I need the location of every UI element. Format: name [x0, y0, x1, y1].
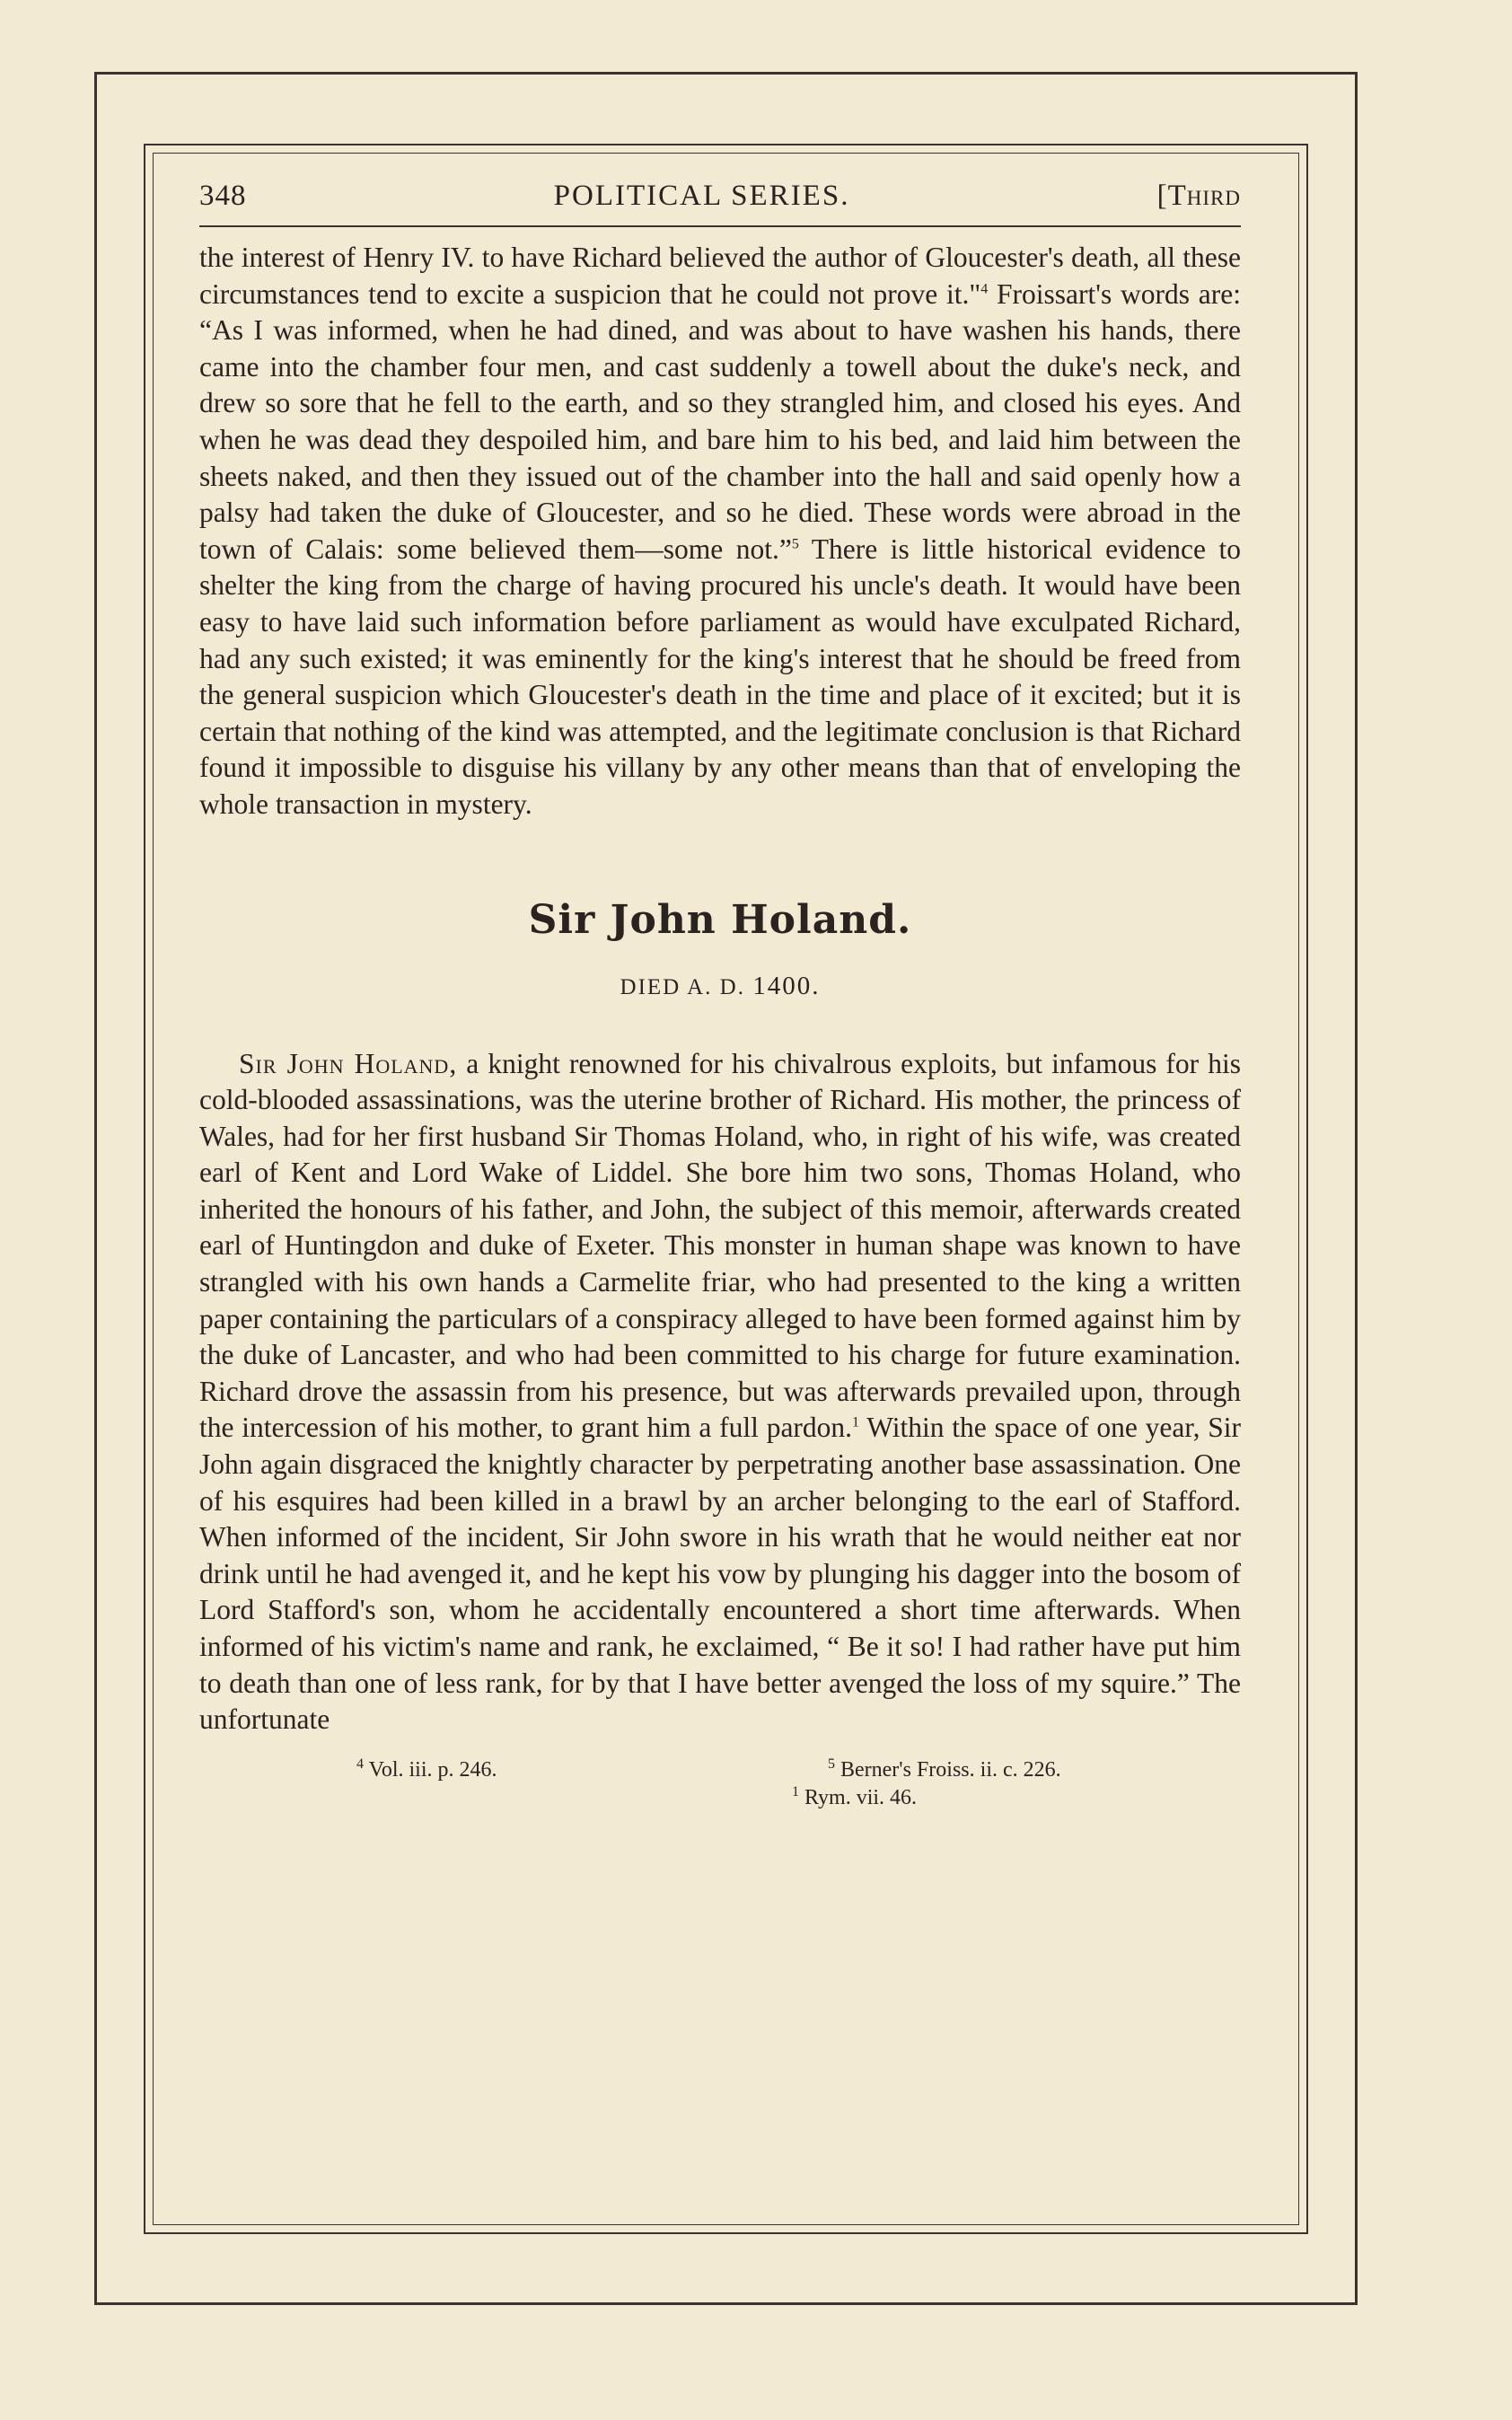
death-year: 1400.	[752, 971, 821, 1000]
section-marker: [Third	[1156, 180, 1241, 212]
death-date	[199, 972, 1241, 1001]
bio-lead: Sir John Holand,	[239, 1047, 458, 1079]
running-head	[199, 180, 1241, 227]
section-heading: Sir John Holand.	[528, 896, 912, 943]
footnotes	[199, 1756, 1241, 1812]
footnote-ref-4: 4	[980, 281, 989, 297]
footnote-1: $^1$ Rym. vii. 46.	[792, 1783, 918, 1809]
biography	[199, 1046, 1241, 1738]
death-label: DIED A. D.	[620, 974, 745, 999]
intro-paragraph: the interest of Henry IV. to have Richard believed the author of Gloucester's death, all these circumstances tend to excite a suspicion that he could not prove it."$^4$ Froissart's words are: “As I was informed, when he had dined, and was about to have washen his hands, there came into the chamber four men, and cast suddenly a towell about the duke's neck, and drew so sore that he fell to the earth, and so they strangled him, and closed his eyes. And when he was dead they despoiled him, and bare him to his bed, and laid him between the sheets naked, and then they issued out of the chamber into the hall and said openly how a palsy had taken the duke of Gloucester, and so he died. These words were abroad in the town of Calais: some believed them—some not.”$^5$ There is little historical evidence to shelter the king from the charge of having procured his uncle's death. It would have been easy to have laid such information before parliament as would have exculpated Richard, had any such existed; it was eminently for the king's interest that he should be freed from the general suspicion which Gloucester's death in the time and place of it excited; but it is certain that nothing of the kind was attempted, and the legitimate conclusion is that Richard found it impossible to disguise his villany by any other means than that of enveloping the whole transaction in mystery.	[199, 242, 1241, 820]
footnote-5: $^5$ Berner's Froiss. ii. c. 226.	[828, 1756, 1061, 1782]
footnote-ref-1: 1	[852, 1414, 860, 1430]
bio-paragraph: Sir John Holand, a knight renowned for his chivalrous exploits, but infamous for his cold-blooded assassinations, was the uterine brother of Richard. His mother, the princess of Wales, had for her first husband Sir Thomas Holand, who, in right of his wife, was created earl of Kent and Lord Wake of Liddel. She bore him two sons, Thomas Holand, who inherited the honours of his father, and John, the subject of this memoir, afterwards created earl of Huntingdon and duke of Exeter. This monster in human shape was known to have strangled with his own hands a Carmelite friar, who had presented to the king a written paper containing the particulars of a conspiracy alleged to have been formed against him by the duke of Lancaster, and who had been committed to his charge for future examination. Richard drove the assassin from his presence, but was afterwards prevailed upon, through the intercession of his mother, to grant him a full pardon.$^1$ Within the space of one year, Sir John again disgraced the knightly character by perpetrating another base assassination. One of his esquires had been killed in a brawl by an archer belonging to the earl of Stafford. When informed of the incident, Sir John swore in his wrath that he would neither eat nor drink until he had avenged it, and he kept his vow by plunging his dagger into the bosom of Lord Stafford's son, whom he accidentally encountered a short time afterwards. When informed of his victim's name and rank, he exclaimed, “ Be it so! I had rather have put him to death than one of less rank, for by that I have better avenged the loss of my squire.” The unfortunate	[199, 1047, 1242, 1736]
intro-text	[199, 240, 1241, 823]
footnote-4: $^4$ Vol. iii. p. 246.	[356, 1756, 497, 1782]
series-title: POLITICAL SERIES.	[553, 180, 850, 212]
book-page	[199, 180, 1241, 1812]
footnote-ref-5: 5	[791, 536, 799, 552]
page-number: 348	[199, 180, 247, 212]
